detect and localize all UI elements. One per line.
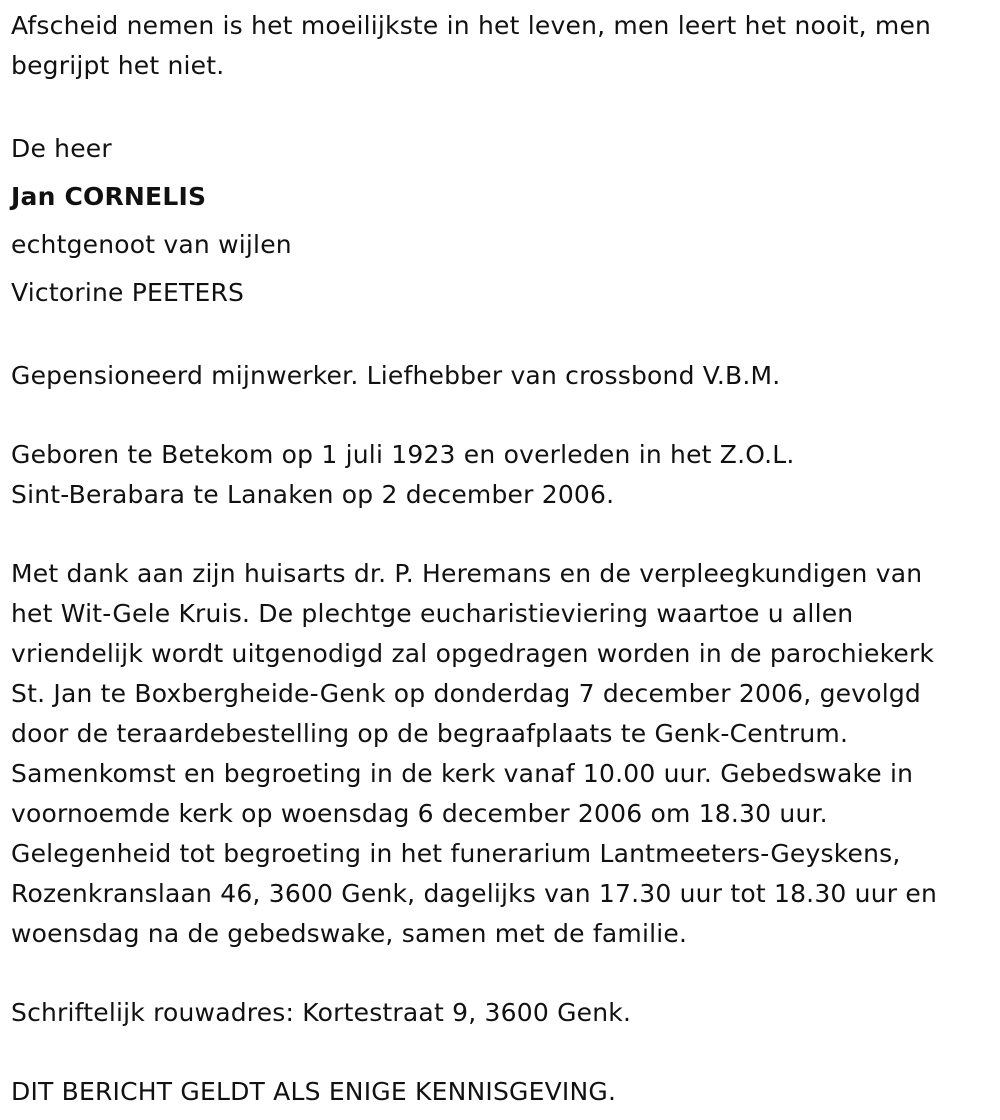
mourning-address: Schriftelijk rouwadres: Kortestraat 9, 3600 Genk. [11,998,632,1027]
funeral-notice [11,6,991,1112]
ceremony-line: woensdag na de gebedswake, samen met de familie. [11,919,688,948]
birth-death-line: Geboren te Betekom op 1 juli 1923 en overleden in het Z.O.L. [11,440,795,469]
spacer [11,1033,991,1072]
spacer [11,515,991,554]
ceremony-line: Met dank aan zijn huisarts dr. P. Heremans en de verpleegkundigen van [11,559,923,588]
spacer [11,954,991,993]
birth-death-line: Sint-Berabara te Lanaken op 2 december 2006. [11,480,615,509]
spouse-relation: echtgenoot van wijlen [11,230,292,259]
opening-quote [11,6,991,86]
birth-death-paragraph [11,435,991,515]
spacer [11,317,991,356]
ceremony-line: voornoemde kerk op woensdag 6 december 2006 om 18.30 uur. [11,799,828,828]
ceremony-line: Gelegenheid tot begroeting in het funerarium Lantmeeters-Geyskens, [11,839,901,868]
title-prefix: De heer [11,134,112,163]
deceased-block [11,125,991,317]
closing-statement: DIT BERICHT GELDT ALS ENIGE KENNISGEVING. [11,1077,617,1106]
ceremony-line: Samenkomst en begroeting in de kerk vanaf 10.00 uur. Gebedswake in [11,759,914,788]
occupation-text: Gepensioneerd mijnwerker. Liefhebber van crossbond V.B.M. [11,361,781,390]
ceremony-paragraph [11,554,991,954]
spouse-name: Victorine PEETERS [11,278,245,307]
deceased-name: Jan CORNELIS [11,182,207,211]
ceremony-line: het Wit-Gele Kruis. De plechtge eucharistieviering waartoe u allen [11,599,854,628]
ceremony-line: door de teraardebestelling op de begraafplaats te Genk-Centrum. [11,719,849,748]
quote-line: begrijpt het niet. [11,51,225,80]
ceremony-line: Rozenkranslaan 46, 3600 Genk, dagelijks van 17.30 uur tot 18.30 uur en [11,879,938,908]
quote-line: Afscheid nemen is het moeilijkste in het leven, men leert het nooit, men [11,11,932,40]
ceremony-line: St. Jan te Boxbergheide-Genk op donderdag 7 december 2006, gevolgd [11,679,922,708]
spacer [11,396,991,435]
ceremony-line: vriendelijk wordt uitgenodigd zal opgedragen worden in de parochiekerk [11,639,935,668]
spacer [11,86,991,125]
